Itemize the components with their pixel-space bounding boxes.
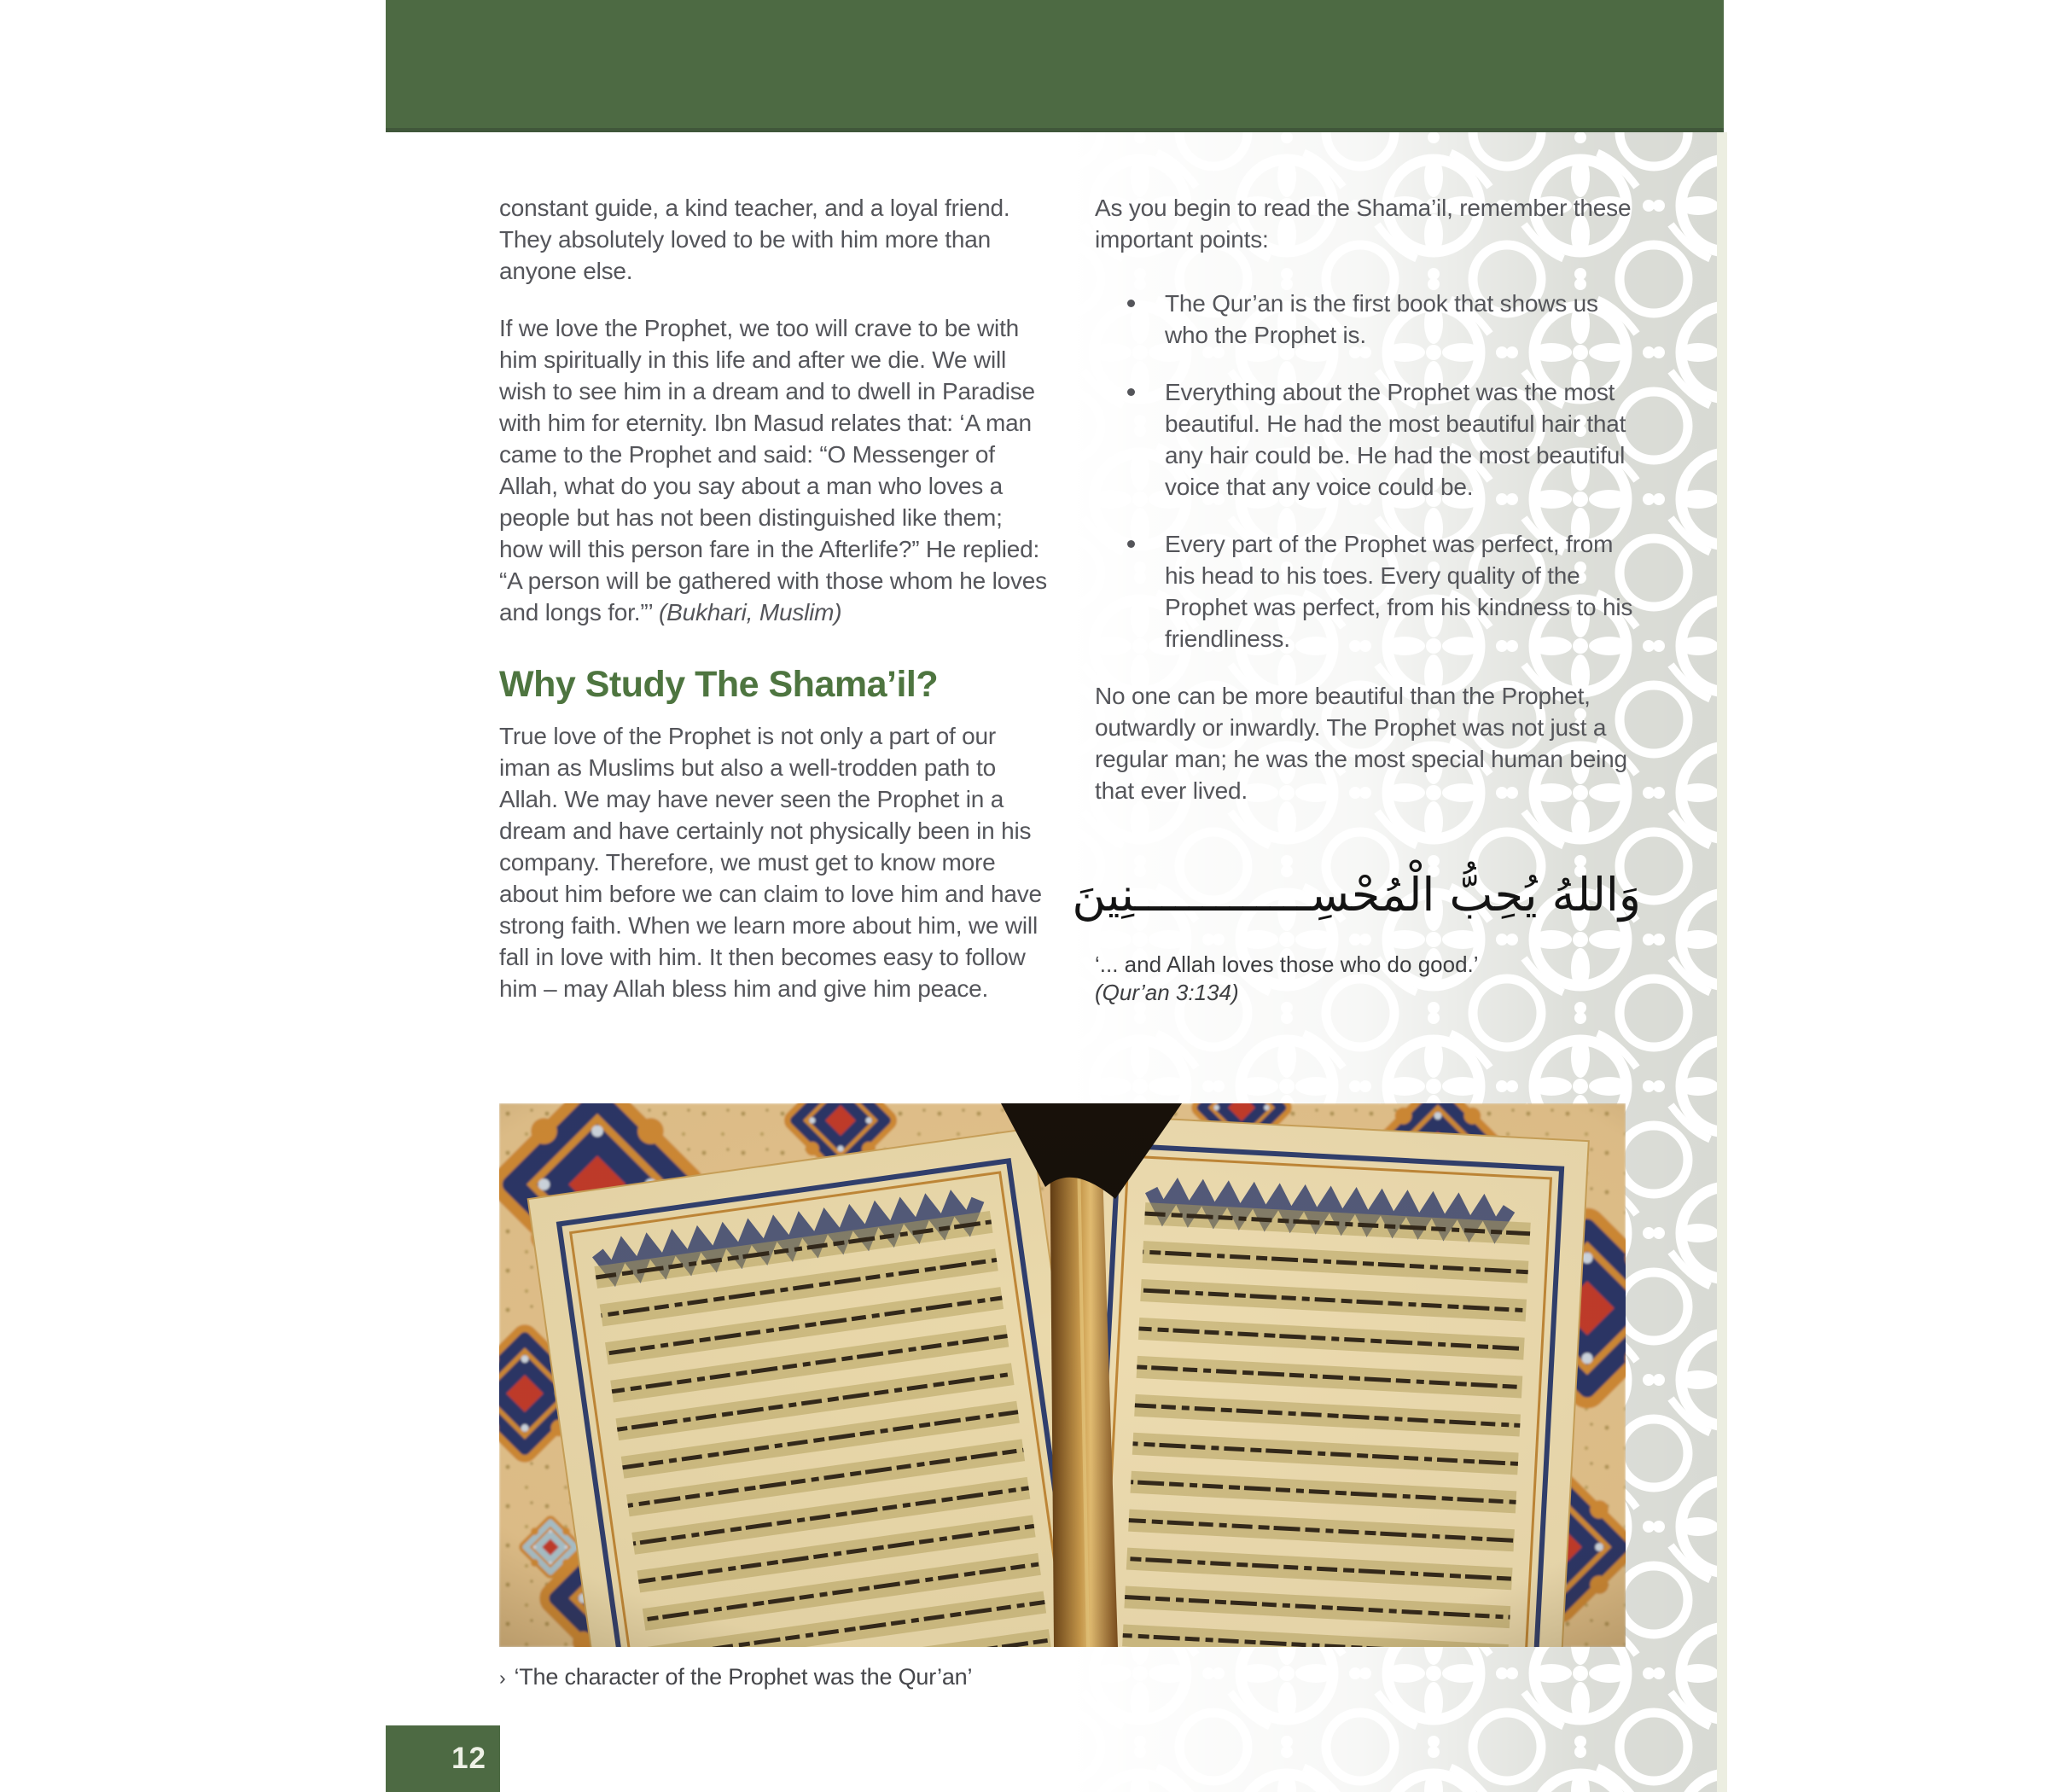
list-item-text: Everything about the Prophet was the most beautiful. He had the most beautiful hair that any hair could be. He had the most beautiful voice that any voice could be. — [1165, 379, 1626, 500]
paragraph-no-one-more-beautiful: No one can be more beautiful than the Prophet, outwardly or inwardly. The Prophet was not just a regular man; he was the most special human being that ever lived. — [1095, 683, 1627, 804]
quran-photo — [499, 1103, 1626, 1647]
chapter-header-bar — [386, 0, 1724, 132]
verse-caption — [1095, 951, 1641, 1007]
verse-translation: ‘... and Allah loves those who do good.’ — [1095, 951, 1479, 977]
page-number-tab — [386, 1725, 500, 1792]
paragraph-why-study: True love of the Prophet is not only a part of our iman as Muslims but also a well-trodden path to Allah. We may have never seen the Prophet in a dream and have certainly not physically been in his company. Therefore, we must get to know more about him before we can claim to love him and have strong faith. When we learn more about him, we will fall in love with him. It then becomes easy to follow him – may Allah bless him and give him peace. — [499, 723, 1042, 1002]
list-item — [1095, 528, 1641, 655]
arabic-calligraphy: وَاللهُ يُحِبُّ الْمُحْسِـــــــــــــنِينَ — [1072, 868, 1641, 922]
hadith-source: (Bukhari, Muslim) — [659, 599, 842, 625]
list-item-text: Every part of the Prophet was perfect, from his head to his toes. Every quality of the Prophet was perfect, from his kindness to his friendliness. — [1165, 531, 1633, 652]
figure-caption-text: ‘The character of the Prophet was the Qur’an’ — [514, 1664, 973, 1690]
bullet-icon — [1127, 540, 1135, 548]
verse-reference: (Qur’an 3:134) — [1095, 980, 1239, 1005]
page-number: 12 — [451, 1742, 486, 1775]
caption-chevron-icon: › — [499, 1667, 506, 1689]
paragraph-companions: constant guide, a kind teacher, and a loyal friend. They absolutely loved to be with him more than anyone else. — [499, 195, 1010, 284]
paragraph-love-prophet — [499, 312, 1052, 628]
list-item — [1095, 376, 1641, 503]
list-item-text: The Qur’an is the first book that shows us who the Prophet is. — [1165, 290, 1598, 348]
list-item — [1095, 288, 1641, 351]
figure-caption — [499, 1664, 972, 1690]
bullet-icon — [1127, 388, 1135, 396]
left-column — [499, 192, 1052, 1030]
paragraph-love-prophet-text: If we love the Prophet, we too will crave to be with him spiritually in this life and after we die. We will wish to see him in a dream and to dwell in Paradise with him for eternity. Ibn Masud relates that: ‘A man came to the Prophet and said: “O Messenger of Allah, what do you say about a man who loves a people but has not been distinguished like them; how will this person fare in the Afterlife?” He replied: “A person will be gathered with those whom he loves and longs for.”’ — [499, 315, 1047, 625]
section-heading: Why Study The Shama’il? — [499, 664, 939, 705]
bullet-icon — [1127, 300, 1135, 307]
right-column — [1072, 192, 1641, 1007]
paragraph-intro-points: As you begin to read the Shama’il, remember these important points: — [1095, 195, 1632, 253]
key-points-list — [1095, 288, 1641, 655]
